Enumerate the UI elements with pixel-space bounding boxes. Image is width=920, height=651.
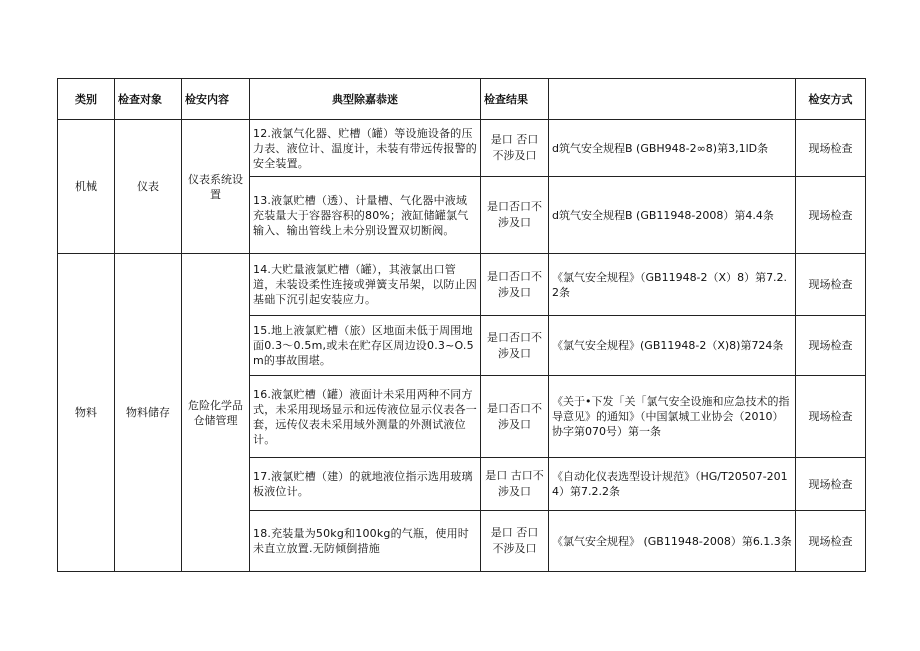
table-row xyxy=(58,254,866,316)
method-cell: 现场检查 xyxy=(796,177,866,254)
header-basis xyxy=(549,79,796,120)
table-row xyxy=(58,120,866,177)
object-cell: 物料储存 xyxy=(115,254,182,572)
result-cell: 是口否口不涉及口 xyxy=(481,316,549,376)
header-content: 检安内容 xyxy=(182,79,250,120)
content-cell: 仪表系统设置 xyxy=(182,120,250,254)
method-cell: 现场检查 xyxy=(796,254,866,316)
object-cell: 仪表 xyxy=(115,120,182,254)
header-result: 检查结果 xyxy=(481,79,549,120)
basis-cell: 《自动化仪表选型设计规范》（HG/T20507-2014）第7.2.2条 xyxy=(549,458,796,511)
description-cell: 13.液氯贮槽（透）、计量槽、气化器中液域充装量大于容器容积的80%；液缸储罐氯气输入、输出管线上未分别设置双切断阀。 xyxy=(250,177,481,254)
result-cell: 是口否口不涉及口 xyxy=(481,376,549,458)
header-method: 检安方式 xyxy=(796,79,866,120)
result-cell: 是口否口不涉及口 xyxy=(481,254,549,316)
basis-cell: 《氯气安全规程》(GB11948-2（X)8)第724条 xyxy=(549,316,796,376)
result-cell: 是口否口不涉及口 xyxy=(481,177,549,254)
result-cell: 是口 否口 不涉及口 xyxy=(481,511,549,572)
description-cell: 17.液氯贮槽（建）的就地液位指示选用玻璃板液位计。 xyxy=(250,458,481,511)
method-cell: 现场检查 xyxy=(796,376,866,458)
basis-cell: 《关于•下发「关「氯气安全设施和应急技术的指导意见》的通知》（中国氯城工业协会（2010）协字第070号）第一条 xyxy=(549,376,796,458)
header-row xyxy=(58,79,866,120)
method-cell: 现场检查 xyxy=(796,511,866,572)
method-cell: 现场检查 xyxy=(796,120,866,177)
content-cell: 危险化学品仓储管理 xyxy=(182,254,250,572)
basis-cell: 《氯气安全规程》 (GB11948-2008）第6.1.3条 xyxy=(549,511,796,572)
description-cell: 12.液氯气化器、贮槽（罐）等设施设备的压力表、液位计、温度计，未装有带远传报警的安全装置。 xyxy=(250,120,481,177)
description-cell: 15.地上液氯贮槽（旅）区地面未低于周围地面0.3～0.5m,或未在贮存区周边设0.3~O.5m的事故围堪。 xyxy=(250,316,481,376)
description-cell: 16.液氯贮槽（罐）液面计未采用两种不同方式，未采用现场显示和远传液位显示仪表各一套，远传仪表未采用域外测量的外测试液位计。 xyxy=(250,376,481,458)
basis-cell: d筑气安全规程B (GBH948-2∞8)第3,1lD条 xyxy=(549,120,796,177)
header-object: 检查对象 xyxy=(115,79,182,120)
description-cell: 18.充装量为50kg和100kg的气瓶，使用时未直立放置.无防倾倒措施 xyxy=(250,511,481,572)
result-cell: 是口 否口 不涉及口 xyxy=(481,120,549,177)
header-description: 典型除嘉恭迷 xyxy=(250,79,481,120)
description-cell: 14.大贮量液氯贮槽（罐），其液氯出口管道，未装设柔性连接或弹簧支吊架，以防止因基础下沉引起安装应力。 xyxy=(250,254,481,316)
method-cell: 现场检查 xyxy=(796,316,866,376)
category-cell: 物料 xyxy=(58,254,115,572)
inspection-table xyxy=(57,78,866,572)
basis-cell: 《氯气安全规程》（GB11948-2（X）8）第7.2.2条 xyxy=(549,254,796,316)
header-category: 类别 xyxy=(58,79,115,120)
result-cell: 是口 古口不涉及口 xyxy=(481,458,549,511)
method-cell: 现场检查 xyxy=(796,458,866,511)
basis-cell: d筑气安全规程B (GB11948-2008）第4.4条 xyxy=(549,177,796,254)
category-cell: 机械 xyxy=(58,120,115,254)
